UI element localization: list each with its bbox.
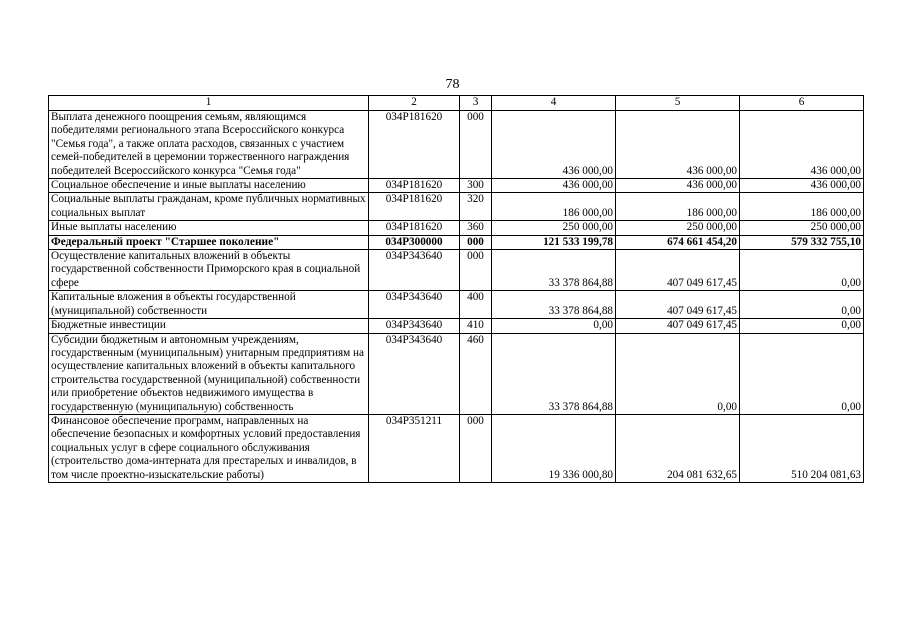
amount-col5: 204 081 632,65 (616, 414, 740, 482)
item-name: Осуществление капитальных вложений в объекты государственной собственности Приморского края в социальной сфере (49, 250, 369, 291)
column-header: 4 (492, 96, 616, 111)
expense-type-code: 000 (460, 235, 492, 249)
amount-col5: 407 049 617,45 (616, 250, 740, 291)
amount-col5: 407 049 617,45 (616, 291, 740, 319)
expense-type-code: 320 (460, 193, 492, 221)
page-number: 78 (445, 77, 460, 92)
amount-col6: 0,00 (740, 333, 864, 414)
column-header: 5 (616, 96, 740, 111)
amount-col6: 186 000,00 (740, 193, 864, 221)
item-name: Субсидии бюджетным и автономным учреждениям, государственным (муниципальным) унитарным предприятиям на осуществление капитальных вложений в объекты капитального строительства государственной (муниципальной) собственности или приобретение объектов недвижимого имущества в государственную (муниципальную) собственность (49, 333, 369, 414)
table-row-project-total (49, 235, 864, 249)
table-row (49, 111, 864, 179)
target-article-code: 034P343640 (369, 333, 460, 414)
amount-col4: 250 000,00 (492, 221, 616, 235)
amount-col6: 0,00 (740, 250, 864, 291)
table-row (49, 221, 864, 235)
expense-type-code: 360 (460, 221, 492, 235)
column-header: 1 (49, 96, 369, 111)
column-header: 2 (369, 96, 460, 111)
expense-type-code: 410 (460, 319, 492, 333)
target-article-code: 034P300000 (369, 235, 460, 249)
target-article-code: 034P181620 (369, 111, 460, 179)
expense-type-code: 400 (460, 291, 492, 319)
table-row (49, 333, 864, 414)
item-name: Социальные выплаты гражданам, кроме публичных нормативных социальных выплат (49, 193, 369, 221)
table-row (49, 414, 864, 482)
expense-type-code: 000 (460, 250, 492, 291)
amount-col6: 510 204 081,63 (740, 414, 864, 482)
amount-col6: 579 332 755,10 (740, 235, 864, 249)
expense-type-code: 000 (460, 111, 492, 179)
expense-type-code: 000 (460, 414, 492, 482)
item-name: Социальное обеспечение и иные выплаты населению (49, 179, 369, 193)
amount-col4: 0,00 (492, 319, 616, 333)
amount-col4: 436 000,00 (492, 179, 616, 193)
table-row (49, 250, 864, 291)
item-name: Капитальные вложения в объекты государственной (муниципальной) собственности (49, 291, 369, 319)
amount-col6: 0,00 (740, 291, 864, 319)
amount-col6: 0,00 (740, 319, 864, 333)
amount-col4: 33 378 864,88 (492, 333, 616, 414)
amount-col4: 186 000,00 (492, 193, 616, 221)
target-article-code: 034P181620 (369, 179, 460, 193)
amount-col5: 407 049 617,45 (616, 319, 740, 333)
table-row (49, 319, 864, 333)
amount-col5: 250 000,00 (616, 221, 740, 235)
item-name: Иные выплаты населению (49, 221, 369, 235)
target-article-code: 034P343640 (369, 291, 460, 319)
header-row (49, 96, 864, 111)
amount-col4: 436 000,00 (492, 111, 616, 179)
table-row (49, 179, 864, 193)
amount-col5: 436 000,00 (616, 111, 740, 179)
amount-col5: 0,00 (616, 333, 740, 414)
amount-col4: 33 378 864,88 (492, 250, 616, 291)
expense-type-code: 300 (460, 179, 492, 193)
amount-col6: 436 000,00 (740, 179, 864, 193)
item-name: Финансовое обеспечение программ, направленных на обеспечение безопасных и комфортных условий предоставления социальных услуг в сфере социального обслуживания (строительство дома-интерната для престарелых и инвалидов, в том числе проектно-изыскательские работы) (49, 414, 369, 482)
expense-type-code: 460 (460, 333, 492, 414)
column-header: 6 (740, 96, 864, 111)
target-article-code: 034P351211 (369, 414, 460, 482)
amount-col4: 19 336 000,80 (492, 414, 616, 482)
budget-table (48, 95, 864, 483)
item-name: Выплата денежного поощрения семьям, являющимся победителями регионального этапа Всероссийского конкурса "Семья года", а также оплата расходов, связанных с участием семей-победителей в церемонии торжественного награждения победителей Всероссийского конкурса "Семья года" (49, 111, 369, 179)
target-article-code: 034P343640 (369, 250, 460, 291)
item-name: Бюджетные инвестиции (49, 319, 369, 333)
item-name: Федеральный проект "Старшее поколение" (49, 235, 369, 249)
table-row (49, 291, 864, 319)
amount-col5: 436 000,00 (616, 179, 740, 193)
amount-col5: 186 000,00 (616, 193, 740, 221)
amount-col4: 121 533 199,78 (492, 235, 616, 249)
amount-col4: 33 378 864,88 (492, 291, 616, 319)
amount-col6: 436 000,00 (740, 111, 864, 179)
target-article-code: 034P181620 (369, 221, 460, 235)
target-article-code: 034P181620 (369, 193, 460, 221)
amount-col5: 674 661 454,20 (616, 235, 740, 249)
table-row (49, 193, 864, 221)
amount-col6: 250 000,00 (740, 221, 864, 235)
target-article-code: 034P343640 (369, 319, 460, 333)
column-header: 3 (460, 96, 492, 111)
